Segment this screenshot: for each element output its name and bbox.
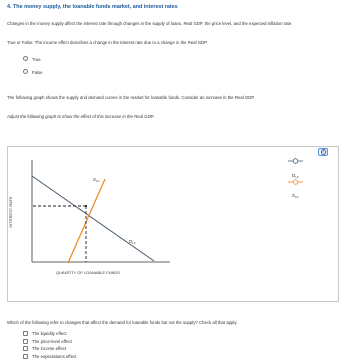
equilibrium-point xyxy=(85,205,87,207)
checkbox-income-effect-label: The income effect xyxy=(32,346,67,352)
supply-curve[interactable] xyxy=(68,179,105,263)
intro-text: Changes in the money supply affect the interest rate through changes in the supply of loans, Real GDP, the price level, and the expected inflation rate. xyxy=(7,21,293,26)
checkbox-income-effect[interactable] xyxy=(23,346,28,351)
checkbox-expectations-effect[interactable] xyxy=(23,354,28,359)
true-false-prompt: True or False: The income effect describes a change in the interest rate due to a change in the Real GDP. xyxy=(7,40,208,45)
demand-curve[interactable] xyxy=(32,176,154,261)
graph-instruction: Adjust the following graph to show the effect of this increase in the Real GDP. xyxy=(7,114,155,119)
graph-intro-text: The following graph shows the supply and demand curves in the market for loanable funds. Consider an increase in the Real GDP. xyxy=(7,95,255,100)
supply-curve-label: $S_{LF}$ xyxy=(93,177,100,184)
checkbox-liquidity-effect[interactable] xyxy=(23,331,28,336)
checkbox-price-level-effect[interactable] xyxy=(23,339,28,344)
x-axis-label: QUANTITY OF LOANABLE FUNDS xyxy=(56,270,120,275)
checkbox-liquidity-effect-label: The liquidity effect xyxy=(32,331,67,337)
checkbox-expectations-effect-label: The expectations effect xyxy=(32,353,77,359)
palette-supply-tool[interactable] xyxy=(288,180,303,185)
question-title: 4. The money supply, the loanable funds market, and interest rates xyxy=(7,4,178,10)
palette-demand-label: $D_{LF}$ xyxy=(292,173,299,180)
question-circle-icon: ? xyxy=(322,149,325,155)
radio-false-label: False xyxy=(32,69,43,75)
demand-curve-label: $D_{LF}$ xyxy=(129,239,136,246)
checkbox-price-level-effect-label: The price-level effect xyxy=(32,338,72,344)
y-axis-label: INTEREST RATE xyxy=(8,196,13,228)
palette-supply-label: $S_{LF}$ xyxy=(292,193,299,200)
multiple-choice-prompt: Which of the following refer to changes that affect the demand for loanable funds but not the supply? Check all that apply. xyxy=(7,320,238,325)
radio-true-label: True xyxy=(32,56,41,62)
palette-demand-tool[interactable] xyxy=(288,159,303,164)
